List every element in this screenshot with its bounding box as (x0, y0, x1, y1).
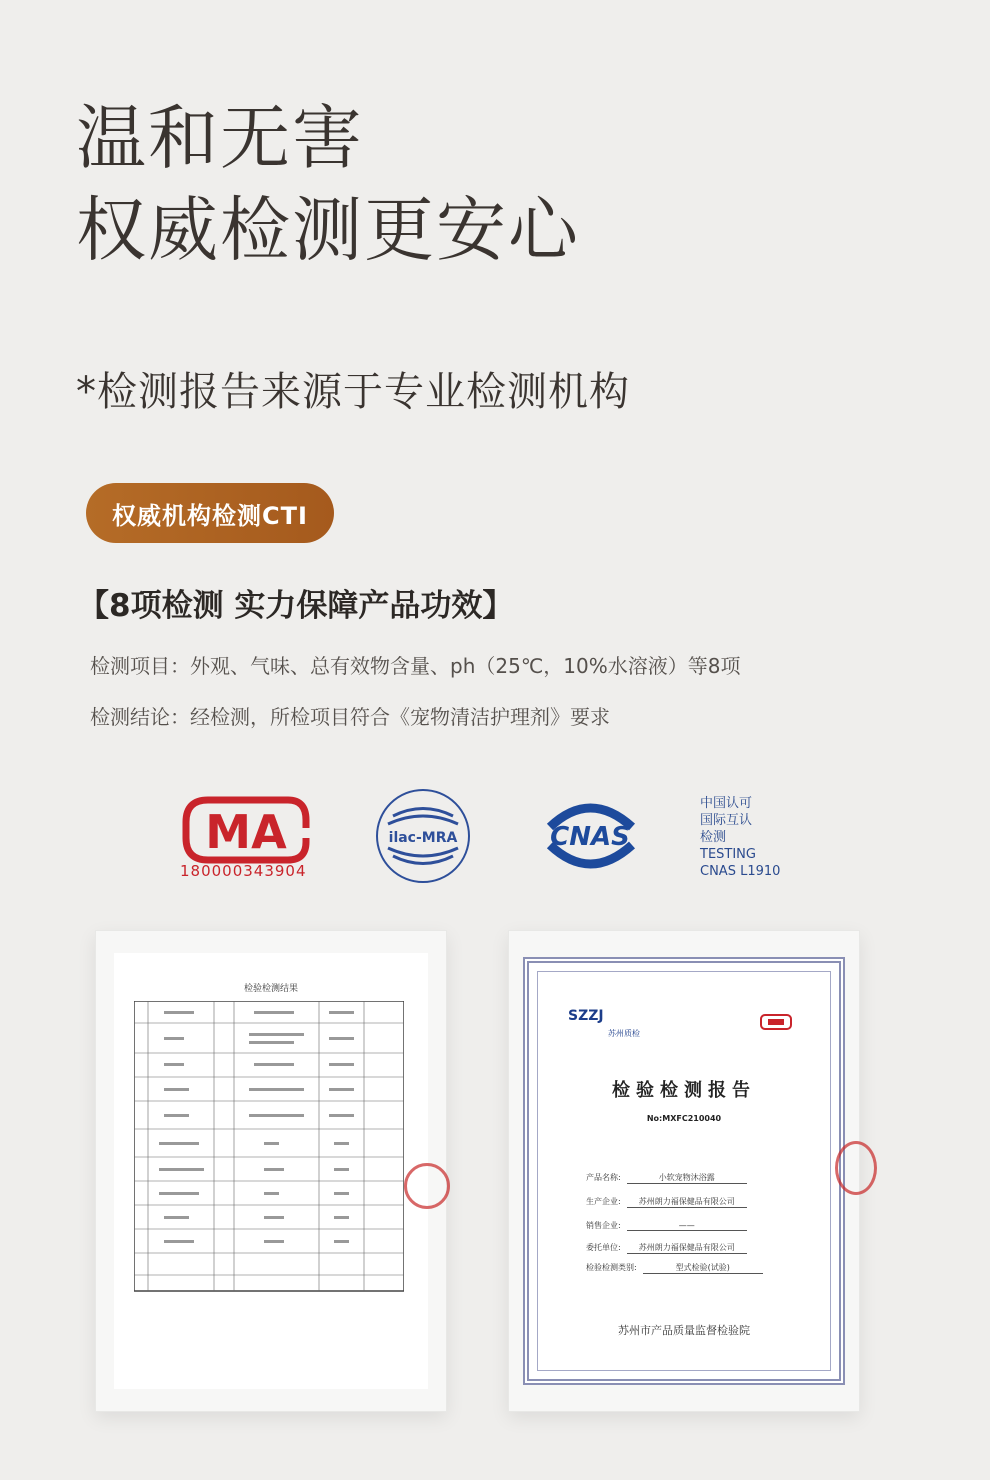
document-title: 检验检测结果 (243, 984, 298, 994)
field-client: 委托单位: 苏州朗力福保健品有限公司 (586, 1242, 747, 1254)
certificate-border (523, 957, 845, 1385)
szzj-logo: SZZJ (568, 1008, 604, 1024)
cma-number: 180000343904 (180, 862, 307, 880)
stamp-seal-icon (404, 1163, 450, 1209)
field-manufacturer: 生产企业: 苏州朗力福保健品有限公司 (586, 1196, 747, 1208)
issuing-institution: 苏州市产品质量监督检验院 (618, 1324, 750, 1337)
cnas-caption (700, 795, 780, 880)
cma-logo-text: MA (205, 805, 287, 859)
section-title: 【8项检测 实力保障产品功效】 (78, 588, 514, 624)
report-number: No:MXFC210040 (646, 1114, 722, 1123)
cnas-caption-line: 检测 (700, 830, 727, 845)
result-table-image (134, 1001, 404, 1301)
field-test-category: 检验检测类别: 型式检验(试验) (586, 1262, 763, 1274)
field-product-name: 产品名称: 小软宠物沐浴露 (586, 1172, 747, 1184)
test-report-cover (508, 930, 860, 1412)
cnas-logo-text: CNAS (550, 822, 630, 852)
test-conclusion-line: 检测结论：经检测，所检项目符合《宠物清洁护理剂》要求 (90, 705, 610, 729)
ilac-mra-logo-icon (373, 786, 473, 886)
headline (76, 92, 580, 276)
authority-badge: 权威机构检测CTI (86, 483, 334, 543)
document-sheet (114, 953, 428, 1389)
test-result-document (95, 930, 447, 1412)
headline-line-2: 权威检测更安心 (76, 189, 580, 271)
test-items-line: 检测项目：外观、气味、总有效物含量、ph（25℃，10%水溶液）等8项 (90, 654, 741, 678)
field-seller: 销售企业: —— (586, 1220, 747, 1231)
stamp-seal-icon (835, 1141, 877, 1195)
szzj-subtitle: 苏州质检 (608, 1029, 640, 1038)
cnas-caption-line: 国际互认 (700, 813, 753, 828)
report-title: 检验检测报告 (612, 1080, 756, 1101)
cnas-caption-line: CNAS L1910 (700, 864, 781, 879)
headline-line-1: 温和无害 (76, 97, 364, 179)
cma-small-icon (760, 1014, 792, 1034)
cnas-caption-line: 中国认可 (700, 796, 753, 811)
ilac-logo-text: ilac-MRA (388, 830, 458, 846)
cnas-caption-line: TESTING (700, 847, 756, 862)
cnas-logo-icon (538, 795, 643, 875)
subtitle: *检测报告来源于专业检测机构 (76, 369, 630, 415)
